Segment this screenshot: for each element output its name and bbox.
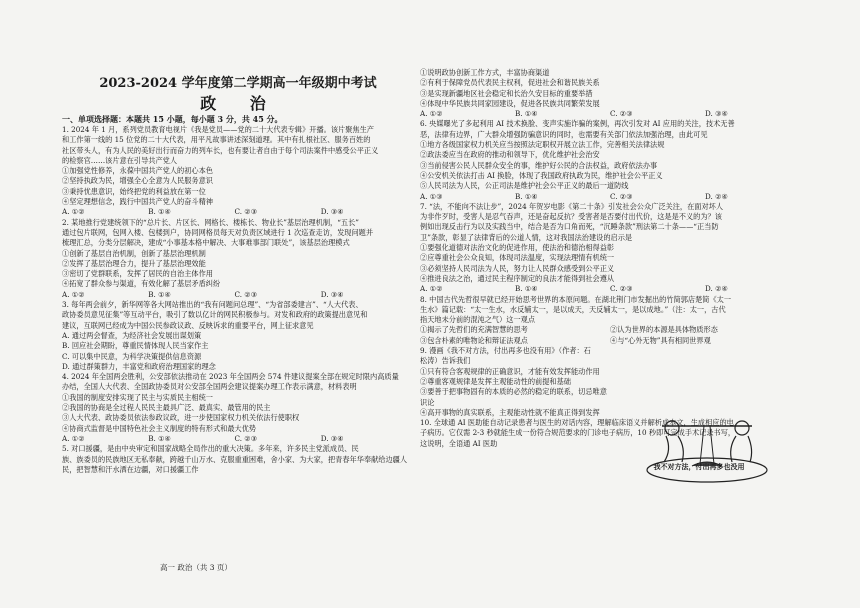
- text-line: ②有利于保障党员代表民主权利，促进社会和谐民族关系: [420, 78, 600, 88]
- right-text-block: [420, 68, 800, 449]
- text-line: 6. 央媒曝光了多起利用 AI 技术换脸、变声实施诈骗的案例，再次引发对 AI 应用的关注，技术无善: [420, 119, 735, 129]
- answer-option: B. ①④: [515, 191, 538, 201]
- text-line: ③人大代表、政协委员依法参政议政，进一步使国家权力机关依法行使职权: [62, 413, 300, 423]
- answer-option: A. ①②: [62, 433, 85, 443]
- statement: ②认为世界的本源是具体物质形态: [610, 325, 718, 335]
- answer-option: A. ①③: [420, 191, 443, 201]
- page-footer: 高一 政治（共 3 页）: [160, 563, 232, 572]
- text-line: ③必须坚持人民司法为人民，努力让人民群众感受到公平正义: [420, 263, 615, 273]
- text-line: ①要强化道德对法治文化的促进作用，使法治和德治相得益彰: [420, 243, 615, 253]
- answer-option: C. ②③: [610, 109, 633, 119]
- answer-option: B. ①④: [515, 109, 538, 119]
- left-text-block: [62, 125, 407, 475]
- text-line: 梳理汇总，分类分层解决，建成“小事基本格中解决、大事难事部门联处”，该基层治理模式: [62, 238, 350, 248]
- text-line: C. 可以集中民意，为科学决策提供信息资源: [62, 351, 202, 361]
- answer-option: C. ②③: [610, 191, 633, 201]
- paired-statement-row: [420, 325, 800, 335]
- text-line: B. 回应社会期盼，尊重民情体现人民当家作主: [62, 341, 209, 351]
- text-line: ④推进良法之治，通过民主程序制定的良法才能得到社会遵从: [420, 273, 615, 283]
- text-line: ④体现中华民族共同家园建设，促进各民族共同繁荣发展: [420, 98, 600, 108]
- answer-option: B. ①④: [515, 284, 538, 294]
- answer-option: D. ③④: [320, 289, 344, 299]
- answer-option: A. ①②: [62, 207, 85, 217]
- statement: ③包含朴素的唯物论和辩证法观点: [420, 335, 528, 345]
- text-line: 建议，互联网已经成为中国公民参政议政、反映诉求的重要平台，网上征求意见: [62, 320, 314, 330]
- answer-option: D. ③④: [320, 433, 344, 443]
- text-line: ①地方各级国家权力机关应当按照法定职权开展立法工作，完善相关法律法规: [420, 140, 665, 150]
- text-line: 识论: [420, 397, 435, 407]
- q6-choices: [420, 192, 800, 202]
- q4-choices: [62, 434, 407, 444]
- text-line: ②尊重客观规律是发挥主观能动性的前提和基础: [420, 376, 571, 386]
- text-line: ②政法委应当在政府的推动和领导下，优化维护社会治安: [420, 150, 600, 160]
- answer-option: B. ①④: [148, 433, 171, 443]
- exam-subject: 政 治: [200, 94, 280, 113]
- text-line: 社区带头人，有为人民的美好出行而奋力的列车长，也有要让者自由于每个司法案件中感受公平正义: [62, 145, 379, 155]
- cartoon-illustration: [642, 404, 772, 484]
- answer-option: D. ②④: [705, 284, 728, 294]
- text-line: ③秉持忧患意识，始终把党的利益放在第一位: [62, 186, 206, 196]
- answer-option: D. ③④: [705, 109, 728, 119]
- text-line: 政协委员意见征集”等互动平台，吸引了数以亿计的网民积极参与。对发和政府的政策提出意见和: [62, 310, 368, 320]
- answer-option: A. ①②: [420, 109, 443, 119]
- q5-choices: [420, 109, 800, 119]
- paired-statement-row: [420, 336, 800, 346]
- text-line: A. 通过两会督查，为经济社会发展出谋划策: [62, 330, 202, 340]
- answer-option: B. ①④: [148, 289, 171, 299]
- text-line: 的检察官……该片意在引导共产党人: [62, 155, 178, 165]
- text-line: ①创新了基层自治机制，创新了基层治理机制: [62, 248, 206, 258]
- answer-option: C. ②③: [234, 207, 258, 217]
- left-column: [62, 114, 407, 475]
- answer-option: B. ①④: [148, 207, 171, 217]
- statement: ①揭示了先哲们的充满智慧的思考: [420, 325, 528, 335]
- answer-option: A. ①②: [420, 284, 443, 294]
- right-column: [420, 68, 800, 449]
- text-line: ④拓宽了群众参与渠道，有效化解了基层矛盾纠纷: [62, 279, 221, 289]
- text-line: 民，把智慧和汗水洒在边疆，对口援疆工作: [62, 464, 199, 474]
- text-line: 8. 中国古代先哲很早就已经开始思考世界的本原问题。在湖北荆门市发掘出的竹简郭店楚简《太一: [420, 294, 732, 304]
- section-heading: 一、单项选择题：本题共 15 小题，每小题 3 分，共 45 分。: [62, 114, 283, 124]
- text-line: ③当前侵害公民人民群众安全的事，维护好公民的合法权益，政府依法办事: [420, 160, 658, 170]
- cartoon-caption: 我不对方法，付出再多也没用: [653, 462, 745, 471]
- text-line: 5. 对口援疆，是由中央审定和国家战略全局作出的重大决策。多年来，许多民主党派成员、民: [62, 444, 359, 454]
- text-line: ③是实现新疆地区社会稳定和长治久安目标的重要举措: [420, 88, 593, 98]
- text-line: 这说明，全语通 AI 医助: [420, 438, 498, 448]
- text-line: ④高开事物的真实联系，主观能动性就不能真正得到发挥: [420, 407, 600, 417]
- answer-option: D. ②④: [705, 191, 728, 201]
- text-line: 3. 每年两会前夕，新华网等各大网站推出的“我有问题问总理”、“为省部委建言”、“人大代表、: [62, 300, 363, 310]
- text-line: ⑤人民司法为人民，公正司法是维护社会公平正义的最后一道防线: [420, 181, 629, 191]
- text-line: 办结，全国人大代表、全国政协委员对公安部全国两会建议提案办理工作表示满意，材料表明: [62, 382, 357, 392]
- answer-option: A. ①②: [62, 289, 85, 299]
- text-line: ③要善于把事物固有的本质的必然的稳定的联系，切忌唯意: [420, 387, 607, 397]
- text-line: ④坚定理想信念，践行中国共产党人的奋斗精神: [62, 197, 213, 207]
- text-line: ④公安机关依法打击 AI 换脸，体现了我国政府执政为民，维护社会公平正义: [420, 170, 663, 180]
- text-line: ②应尊重社会公众良知，体现司法温度，实现法理情有机统一: [420, 253, 615, 263]
- text-line: 7. “法，不能向不法让步”，2024 年贺岁电影《第二十条》引发社会公众广泛关注，在面对坏人: [420, 201, 724, 211]
- text-line: ④协商式监督是中国特色社会主义制度的特有形式和最大优势: [62, 423, 257, 433]
- text-line: ①说明政协创新工作方式，丰富协商渠道: [420, 68, 550, 77]
- text-line: 和工作第一线的 15 位党的二十大代表，用平凡故事讲述深刻道理。其中有扎根社区、服务百姓的: [62, 135, 371, 145]
- text-line: 松涛）告诉我们: [420, 356, 471, 366]
- q2-choices: [62, 290, 407, 300]
- text-line: ②我国的协商是全过程人民民主最具广泛、最真实、最管用的民主: [62, 403, 271, 413]
- text-line: 指天地未分前的混沌之气）这一观点: [420, 315, 536, 325]
- text-line: ①加强党性修养，永葆中国共产党人的初心本色: [62, 166, 213, 176]
- text-line: 子病历。它仅需 2-3 秒就能生成一份符合规范要求的门诊电子病历，10 秒即可完成手术记录书写，: [420, 428, 736, 438]
- answer-option: C. ②③: [234, 289, 258, 299]
- text-line: 恶，法律有边界，广大群众增强防骗意识的同时，也需要有关部门依法加强治理，由此可见: [420, 129, 708, 139]
- text-line: 为非作歹时，受害人是忍气吞声，还是奋起反抗？受害者是否要付出代价，这是是不义的为？该: [420, 212, 722, 222]
- text-line: ①只有符合客观规律的正确意识，才能有效发挥能动作用: [420, 366, 600, 376]
- answer-option: C. ②③: [610, 284, 633, 294]
- text-line: 10. 全球通 AI 医助能自动记录患者与医生的对话内容，理解临床语义并解析成本文，生成相应的电: [420, 418, 734, 428]
- text-line: 4. 2024 年全国两会胜利，公安部依法推动在 2023 年全国两会 574 件建议提案全部在规定时限内高质量: [62, 372, 399, 382]
- text-line: 例如出现反击行为以及实践当中，结合是否为口角而死，“沉睡条款”刑法第二十条——“正当防: [420, 222, 719, 232]
- q1-choices: [62, 207, 407, 217]
- text-line: 2. 某地推行党建统领下的“总片长、片区长、网格长、楼栋长、物业长”基层治理机制，“五长”: [62, 217, 359, 227]
- text-line: D. 通过群策群力，丰富党和政府治理国家的理念: [62, 361, 216, 371]
- text-line: 1. 2024 年 1 月，系列党员教育电视片《我是党员——党的二十大代表专辑》开播。该片聚焦生产: [62, 125, 374, 134]
- answer-option: D. ③④: [320, 207, 344, 217]
- text-line: 卫”条款，彰显了法律背后的公道人情，这对我国法治建设的启示是: [420, 232, 633, 242]
- text-line: ①我国的制度安排实现了民主与实质民主相统一: [62, 392, 213, 402]
- answer-option: C. ②③: [234, 433, 258, 443]
- exam-title: 2023-2024 学年度第二学期高一年级期中考试: [99, 76, 377, 91]
- text-line: ②发挥了基层治理合力，提升了基层治理效能: [62, 258, 206, 268]
- text-line: ③密切了党群联系，发挥了居民的自治主体作用: [62, 269, 213, 279]
- statement: ④与“心外无物”具有相同世界观: [610, 335, 711, 345]
- text-line: 通过包片联网，包网入楼、包楼到户，协同网格员每天对负责区域进行 1 次巡查走访，发现问题并: [62, 227, 374, 237]
- text-line: 9. 漫画《我不对方法，付出再多也没有用》（作者：石: [420, 346, 591, 356]
- text-line: 族、族委员的民族地区无私奉献，跨越千山万水、克服重重困难，舍小家、为大家，把青春年华奉献给边疆人: [62, 454, 408, 464]
- q7-choices: [420, 284, 800, 294]
- text-line: 生水》篇记载：“太一生水，水反辅太一，是以成天，天反辅太一，是以成地。”（注：太一，古代: [420, 304, 726, 314]
- text-line: ②坚持执政为民，增强全心全意为人民服务意识: [62, 176, 213, 186]
